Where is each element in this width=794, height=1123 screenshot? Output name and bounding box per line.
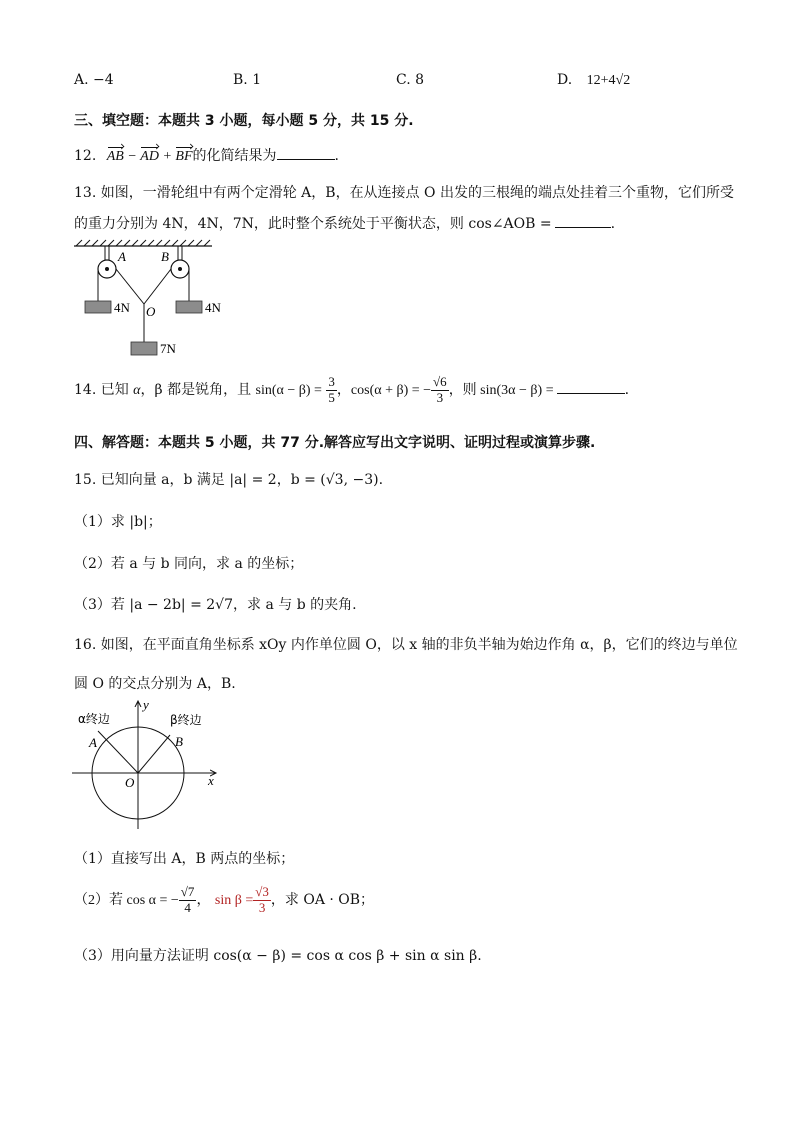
option-b: B. 1 [233,72,262,88]
label-weight-bottom: 7N [160,341,176,356]
label-weight-left: 4N [114,300,130,315]
q16-part1: （1）直接写出 A，B 两点的坐标； [74,851,295,867]
label-x: x [208,773,214,788]
option-c: C. 8 [396,72,425,88]
label-a: A [118,249,126,264]
question-14: 14. 已知 α，β 都是锐角，且 sin(α − β) = $\frac{3}{5}$ ，cos(α + β) = − $\frac{√6}{3}$ ，则 sin(3α − β) = . [74,374,630,405]
label-point-b: B [175,734,183,749]
section-4-title: 四、解答题：本题共 5 小题，共 77 分.解答应写出文字说明、证明过程或演算步骤. [74,435,596,451]
option-d [557,72,630,89]
unit-circle-figure [70,695,230,830]
option-a: A. −4 [74,72,114,88]
q15-part3: （3）若 |a − 2b| = 2√7，求 a 与 b 的夹角. [74,597,357,613]
q13-line1: 13. 如图，一滑轮组中有两个定滑轮 A，B，在从连接点 O 出发的三根绳的端点处挂着三个重物，它们所受 [74,185,734,201]
pulley-figure [72,238,232,360]
q16-line2: 圆 O 的交点分别为 A，B. [74,676,236,692]
q16-part3: （3）用向量方法证明 cos(α − β) = cos α cos β + sin α sin β. [74,948,482,964]
alpha-terminal-side [98,731,138,773]
q12-answer-blank [277,158,335,160]
q13-line2: 的重力分别为 4N，4N，7N，此时整个系统处于平衡状态，则 cos∠AOB = . [74,216,616,232]
q14-answer-blank [557,392,625,394]
q15-stem: 15. 已知向量 a，b 满足 |a| = 2，b = (√3, −3). [74,472,384,488]
label-y: y [143,697,149,712]
q16-part2: （2）若 cos α = − $\frac{√7}{4}$ ， sin β = $\frac{√3}{3}$ ，求 OA · OB； [74,884,375,915]
q12-text: 的化简结果为 [192,148,277,164]
q15-part1: （1）求 |b|； [74,514,162,530]
label-weight-right: 4N [205,300,221,315]
label-beta-side: β终边 [170,713,202,727]
option-d-label: D. [557,72,573,88]
beta-terminal-side [138,735,170,773]
question-12: 12. AB − AD + BF的化简结果为 . [74,148,339,164]
q13-answer-blank [555,226,611,228]
weight-left [85,301,111,313]
option-d-value: 12+4√2 [586,73,631,88]
weight-right [176,301,202,313]
label-alpha-side: α终边 [78,712,110,726]
label-b: B [161,249,169,264]
label-o: O [146,304,156,319]
section-3-title: 三、填空题：本题共 3 小题，每小题 5 分，共 15 分. [74,113,414,129]
q16-line1: 16. 如图，在平面直角坐标系 xOy 内作单位圆 O，以 x 轴的非负半轴为始边作角 α，β，它们的终边与单位 [74,637,738,653]
q12-number: 12. [74,148,97,164]
weight-bottom [131,342,157,355]
label-point-a: A [89,735,97,750]
q15-part2: （2）若 a 与 b 同向，求 a 的坐标； [74,556,304,572]
label-origin: O [125,775,135,790]
